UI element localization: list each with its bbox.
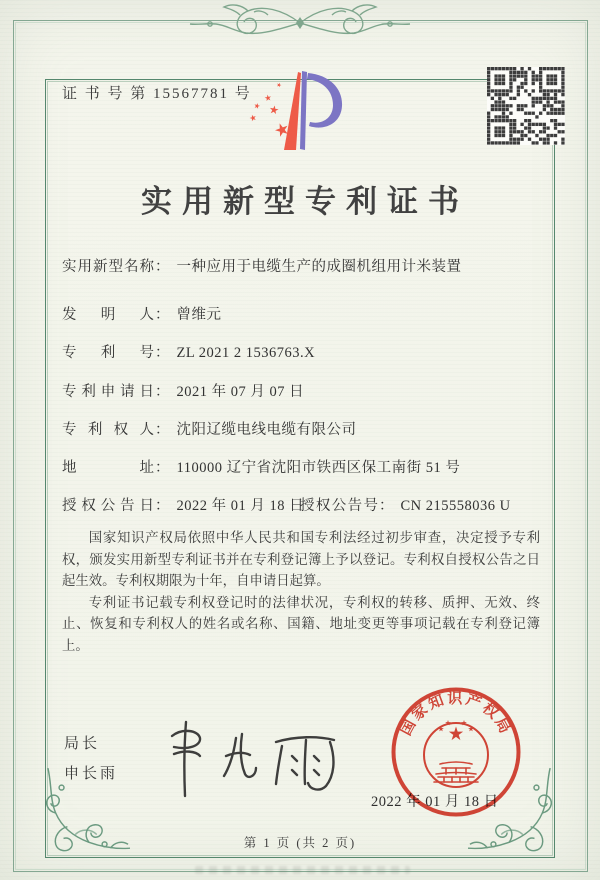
field-label: 专利权人 xyxy=(62,422,154,438)
field-value: 2021 年 07 月 07 日 xyxy=(176,384,305,400)
field-value: 110000 辽宁省沈阳市铁西区保工南街 51 号 xyxy=(176,460,461,476)
center-diamond xyxy=(296,17,304,29)
signer-block xyxy=(64,729,118,789)
field-label: 发明人 xyxy=(62,307,154,323)
qr-code xyxy=(487,67,565,145)
grant-number-group xyxy=(300,494,511,515)
field-label: 地址 xyxy=(62,460,154,476)
logo-purple-stem xyxy=(300,71,307,150)
colon: ： xyxy=(155,259,170,275)
field-row-address xyxy=(62,456,554,477)
signer-name: 申长雨 xyxy=(64,766,119,782)
colon: ： xyxy=(155,384,170,400)
legal-text-block xyxy=(62,527,540,657)
colon: ： xyxy=(155,498,170,514)
bleed-through-text xyxy=(195,866,410,874)
logo-p-bowl xyxy=(307,73,342,128)
top-flourish-ornament xyxy=(150,3,450,43)
field-label: 实用新型名称 xyxy=(62,259,154,275)
logo-red-spire xyxy=(284,72,301,150)
colon: ： xyxy=(379,498,394,514)
field-row-patent-number xyxy=(62,341,554,362)
field-row-utility-model-name xyxy=(62,255,554,276)
seal-gate xyxy=(434,762,478,782)
field-label: 专利号 xyxy=(62,345,154,361)
field-value: 沈阳辽缆电线电缆有限公司 xyxy=(176,422,357,438)
legal-paragraph-1: 国家知识产权局依照中华人民共和国专利法经过初步审查，决定授予专利权，颁发实用新型专利证书并在专利登记簿上予以登记。专利权自授权公告之日起生效。专利权期限为十年，自申请日起算。 xyxy=(62,530,540,589)
page-footer: 第 1 页 (共 2 页) xyxy=(243,836,357,850)
field-label: 专利申请日 xyxy=(62,384,154,400)
colon: ： xyxy=(155,307,170,323)
colon: ： xyxy=(155,460,170,476)
seal-date: 2022 年 01 月 18 日 xyxy=(371,794,499,810)
field-value: 一种应用于电缆生产的成圈机组用计米装置 xyxy=(176,259,462,275)
colon: ： xyxy=(155,345,170,361)
certificate-title: 实用新型专利证书 xyxy=(141,184,469,219)
field-value: 曾维元 xyxy=(176,307,222,323)
legal-paragraph-2: 专利证书记载专利权登记时的法律状况，专利权的转移、质押、无效、终止、恢复和专利权人的姓名或名称、国籍、地址变更等事项记载在专利登记簿上。 xyxy=(62,594,540,653)
field-row-patentee xyxy=(62,418,554,439)
official-seal xyxy=(386,682,526,822)
grant-number-value: CN 215558036 U xyxy=(400,498,511,514)
handwritten-signature xyxy=(148,718,348,802)
colon: ： xyxy=(155,422,170,438)
field-row-inventor xyxy=(62,303,554,324)
seal-national-emblem xyxy=(424,720,488,787)
signer-title: 局长 xyxy=(64,736,101,752)
seal-arc-text: 国家知识产权局 xyxy=(398,691,514,739)
cnipa-patent-logo-icon xyxy=(228,62,373,170)
field-value: ZL 2021 2 1536763.X xyxy=(176,345,316,361)
seal-ring xyxy=(394,690,519,815)
grant-number-label: 授权公告号 xyxy=(300,498,378,514)
field-row-filing-date xyxy=(62,380,554,401)
certificate-number: 证 书 号 第 15567781 号 xyxy=(62,86,252,102)
grant-date-label: 授权公告日 xyxy=(62,498,154,514)
field-row-grant xyxy=(62,494,554,515)
grant-date-value: 2022 年 01 月 18 日 xyxy=(176,498,305,514)
logo-stars xyxy=(249,82,290,138)
